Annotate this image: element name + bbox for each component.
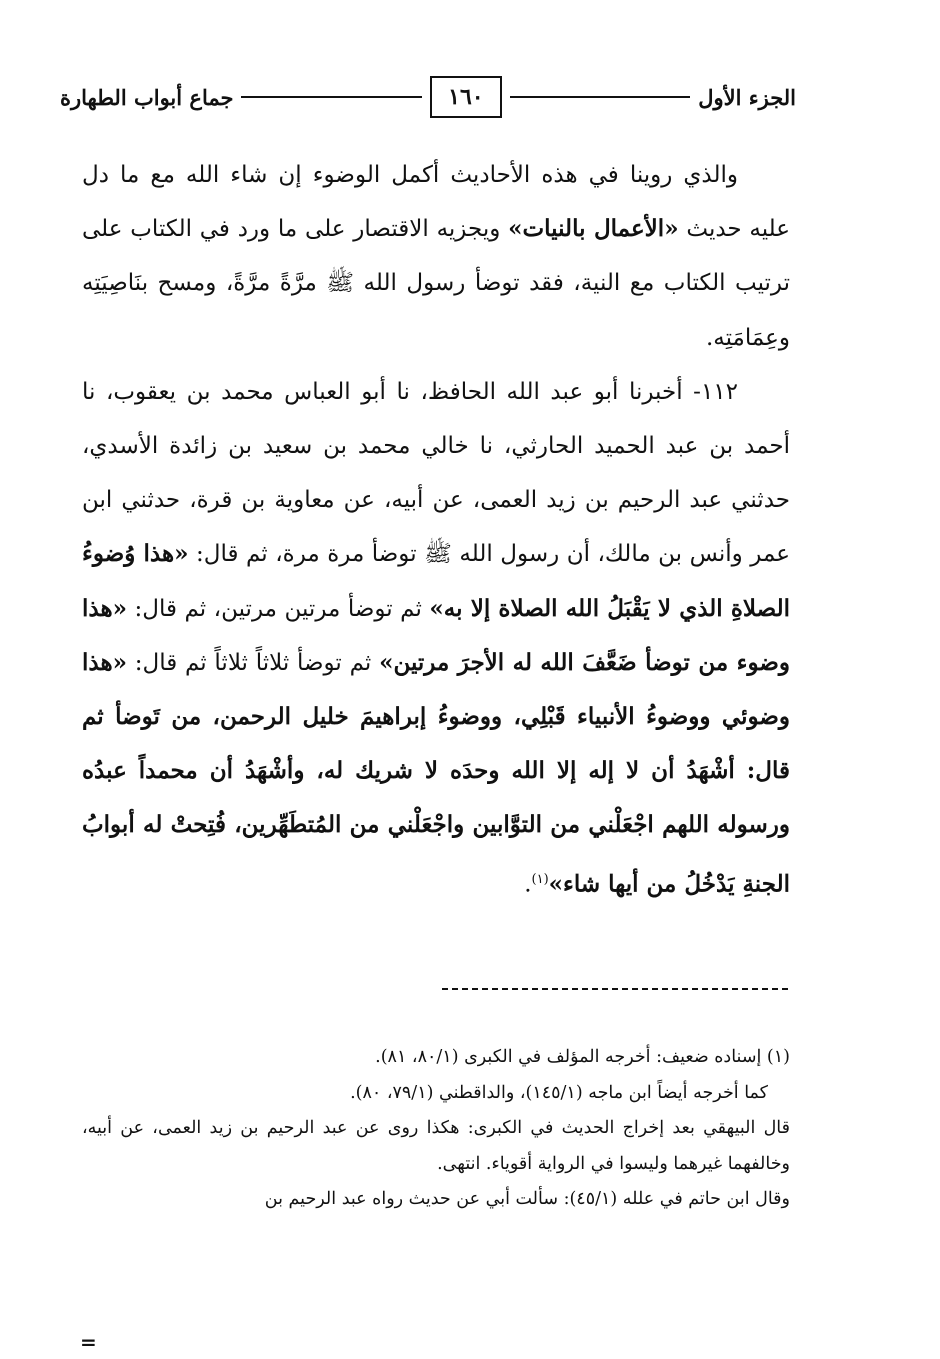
hadith-quote-3: «هذا وضوئي ووضوءُ الأنبياء قَبْلِي، ووضوءُ إبراهيمَ خليل الرحمن، من تَوضأ ثم قال: أشْهَدُ أن لا إله إلا الله وحدَه لا شريك له، وأشْهَدُ أن محمداً عبدُه ورسوله اللهم اجْعَلْني من التوَّابين واجْعَلْني من المُتطَهِّرين، فُتِحتْ له أبوابُ الجنةِ يَدْخُلُ من أيها شاء» bbox=[82, 648, 790, 898]
narration-mid-2: ثم توضأ ثلاثاً ثلاثاً ثم قال: bbox=[134, 649, 372, 676]
hadith-title-niyyat: «الأعمال بالنيات» bbox=[508, 215, 679, 243]
footnote-1-line-2: كما أخرجه أيضاً ابن ماجه (١٤٥/١)، والداقطني (٧٩/١، ٨٠). bbox=[350, 1082, 768, 1103]
commentary-start: والذي روينا في هذه الأحاديث أكمل الوضوء إن شاء الله مع ما دل عليه حديث bbox=[82, 162, 791, 243]
header-rule-left bbox=[241, 96, 422, 98]
hadith-quote-2: «هذا وضوء من توضأ ضَعَّفَ الله له الأجرَ مرتين» bbox=[82, 594, 790, 676]
footnote-1-line-3: قال البيهقي بعد إخراج الحديث في الكبرى: هكذا روى عن عبد الرحيم بن زيد العمى، عن أبيه، وخالفهما غيرهما وليسوا في الرواية أقوياء. انتهى. bbox=[82, 1118, 790, 1174]
paragraph-commentary bbox=[82, 148, 790, 365]
footnotes bbox=[82, 1040, 790, 1218]
hadith-quote-1: «هذا وُضوءُ الصلاةِ الذي لا يَقْبَلُ الله الصلاة إلا به» bbox=[82, 540, 791, 622]
paragraph-hadith-112 bbox=[82, 365, 790, 912]
narration-mid-1: ثم توضأ مرتين مرتين، ثم قال: bbox=[134, 595, 422, 622]
isnad-text: ١١٢- أخبرنا أبو عبد الله الحافظ، نا أبو العباس محمد بن يعقوب، نا أحمد بن عبد الحميد الحارثي، نا خالي محمد بن سعيد بن زائدة الأسدي، حدثني عبد الرحيم بن زيد العمى، عن أبيه، عن معاوية بن قرة، حدثني ابن عمر وأنس بن مالك، أن رسول الله ﷺ توضأ مرة مرة، ثم قال: bbox=[82, 378, 791, 568]
page-header bbox=[60, 72, 796, 122]
chapter-title: جماع أبواب الطهارة bbox=[59, 84, 234, 110]
page-number: ١٦٠ bbox=[430, 76, 501, 118]
header-rule-right bbox=[510, 96, 691, 98]
continuation-mark: = bbox=[80, 1330, 97, 1354]
footnote-1-line-4: وقال ابن حاتم في علله (٤٥/١): سألت أبي عن حديث رواه عبد الرحيم بن bbox=[264, 1189, 790, 1209]
main-text bbox=[82, 148, 790, 912]
volume-title: الجزء الأول bbox=[698, 84, 796, 110]
footnote-separator bbox=[442, 988, 788, 990]
sentence-end: . bbox=[524, 871, 532, 898]
footnote-1: (١) إسناده ضعيف: أخرجه المؤلف في الكبرى (٨٠/١، ٨١). bbox=[375, 1047, 790, 1067]
commentary-rest: ويجزيه الاقتصار على ما ورد في الكتاب على ترتيب الكتاب مع النية، فقد توضأ رسول الله ﷺ مرَّةً مرَّةً، ومسح بنَاصِيَتِه وعِمَامَتِه. bbox=[82, 216, 790, 351]
footnote-reference: (١) bbox=[531, 871, 549, 887]
